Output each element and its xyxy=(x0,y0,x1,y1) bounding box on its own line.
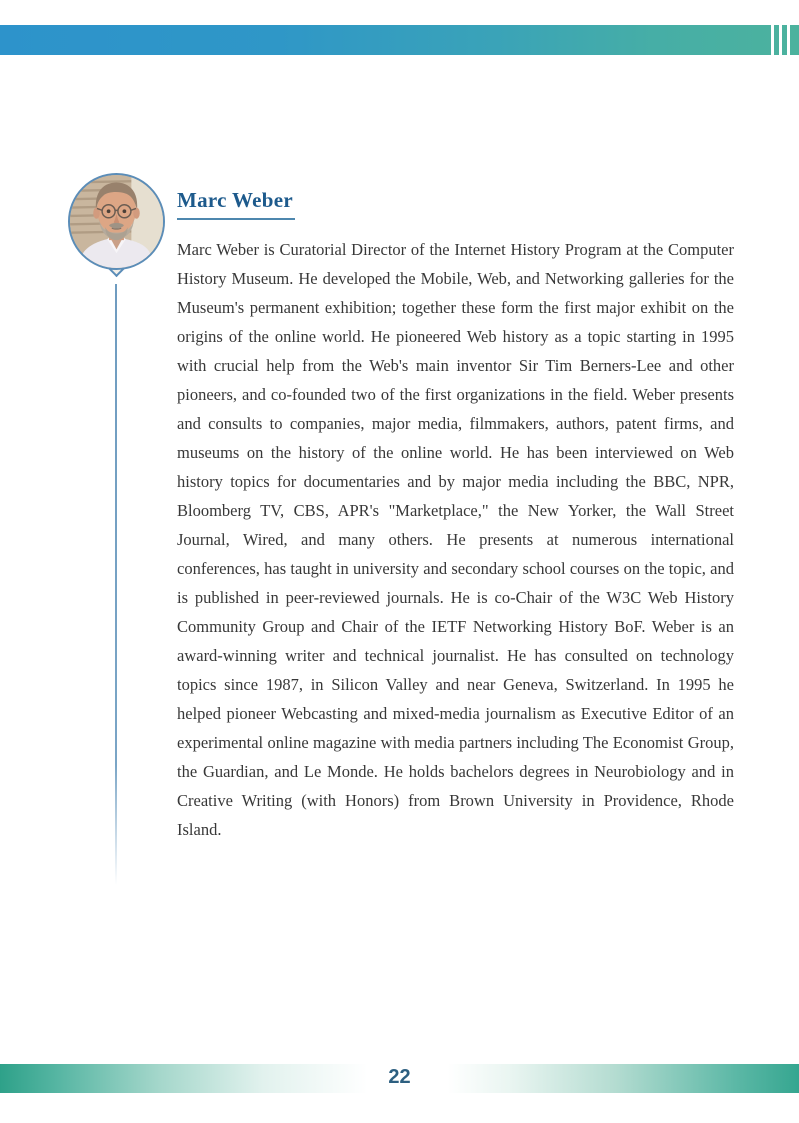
author-photo-pin xyxy=(68,173,165,283)
header-stripe-gap xyxy=(787,25,790,55)
page-number: 22 xyxy=(388,1066,411,1088)
author-bio-paragraph: Marc Weber is Curatorial Director of the Internet History Program at the Computer History Museum. He developed the Mobile, Web, and Networking galleries for the Museum's permanent exhibition; together these form the first major exhibit on the origins of the online world. He pioneered Web history as a topic starting in 1995 with crucial help from the Web's main inventor Sir Tim Berners-Lee and other pioneers, and co-founded two of the first organizations in the field. Weber presents and consults to companies, major media, filmmakers, authors, patent firms, and museums on the history of the online world. He has been interviewed on Web history topics for documentaries and by major media including the BBC, NPR, Bloomberg TV, CBS, APR's "Marketplace," the New Yorker, the Wall Street Journal, Wired, and many others. He presents at numerous international conferences, has taught in university and secondary school courses on the topic, and is published in peer-reviewed journals. He is co-Chair of the W3C Web History Community Group and Chair of the IETF Networking History BoF. Weber is an award-winning writer and technical journalist. He has consulted on technology topics since 1987, in Silicon Valley and near Geneva, Switzerland. In 1995 he helped pioneer Webcasting and mixed-media journalism as Executive Editor of an experimental online magazine with media partners including The Economist Group, the Guardian, and Le Monde. He holds bachelors degrees in Neurobiology and in Creative Writing (with Honors) from Brown University in Providence, Rhode Island. xyxy=(177,240,734,839)
header-decoration-bar xyxy=(0,25,799,55)
vertical-divider-line xyxy=(115,284,117,885)
footer-decoration-bar xyxy=(0,1064,799,1093)
header-stripe-gap xyxy=(771,25,774,55)
author-portrait-photo xyxy=(68,173,165,270)
author-name-link[interactable]: Marc Weber xyxy=(177,188,295,220)
author-section xyxy=(177,188,734,844)
header-stripe-gap xyxy=(779,25,782,55)
portrait-illustration xyxy=(70,175,163,268)
